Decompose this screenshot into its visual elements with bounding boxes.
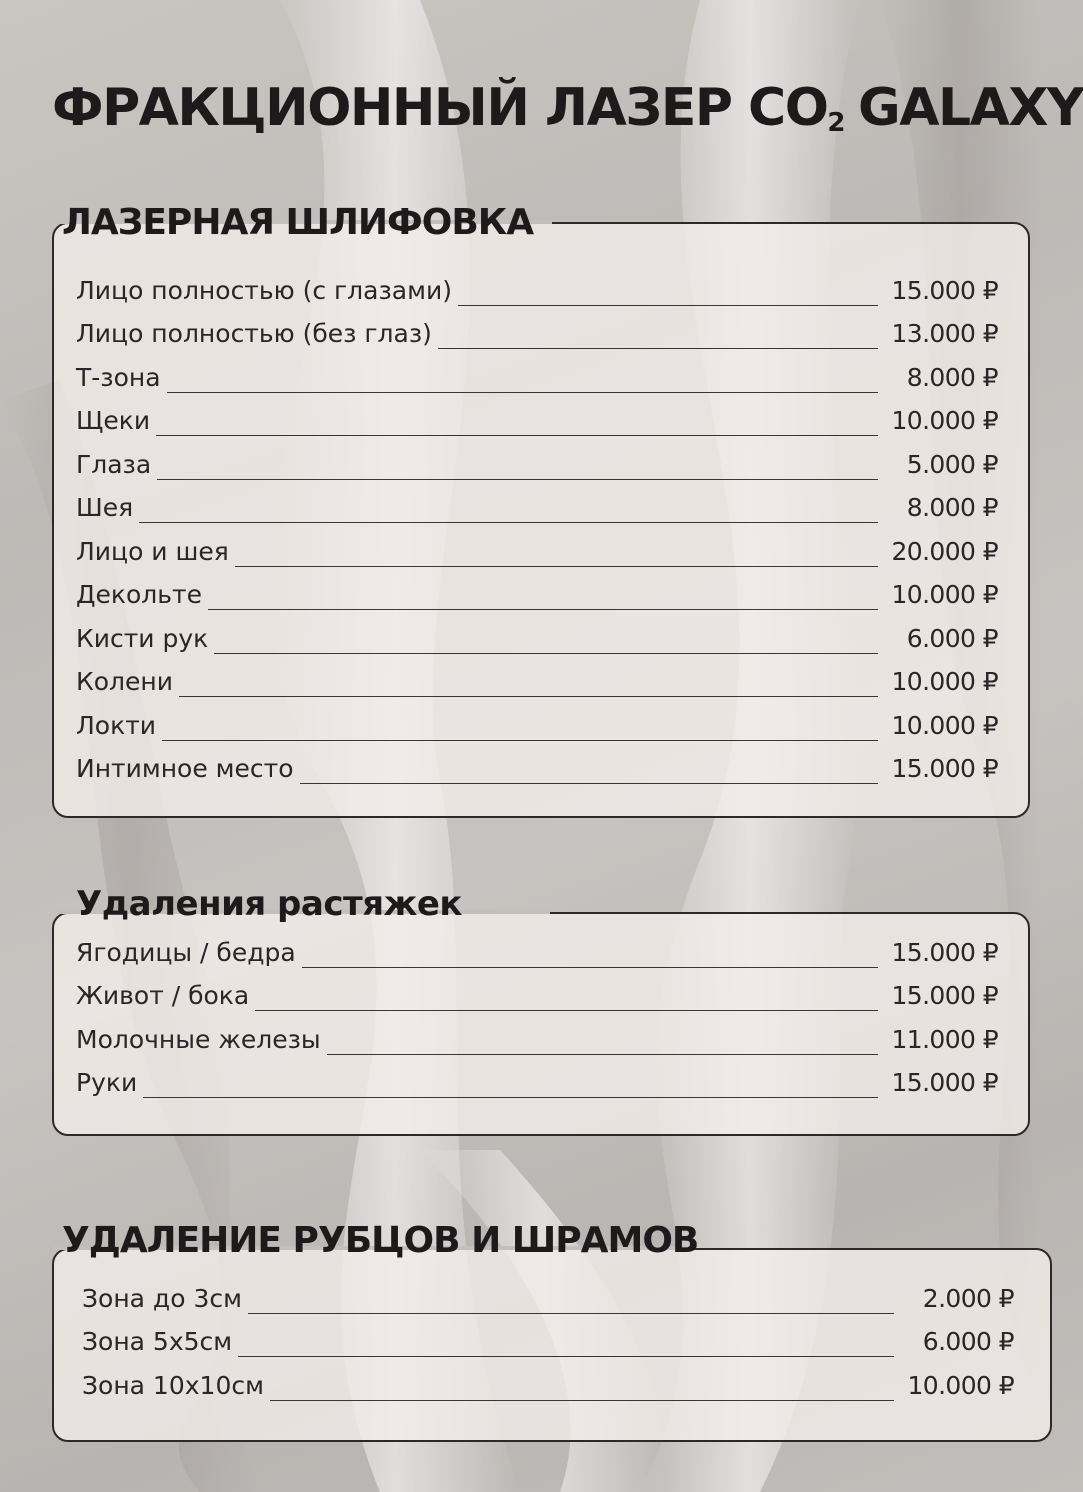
item-label: Живот / бока xyxy=(76,981,250,1010)
leader-line xyxy=(157,478,878,480)
item-price: 6.000 ₽ xyxy=(922,1327,1014,1356)
item-label: Шея xyxy=(76,493,134,522)
leader-line xyxy=(143,1096,878,1098)
item-label: Руки xyxy=(76,1068,138,1097)
item-label: Лицо полностью (с глазами) xyxy=(76,275,452,305)
price-row xyxy=(76,268,998,312)
item-price: 15.000 ₽ xyxy=(891,981,998,1010)
leader-line xyxy=(270,1399,894,1401)
price-row xyxy=(76,930,998,974)
item-label: Зона 5x5см xyxy=(82,1327,233,1356)
item-price: 10.000 ₽ xyxy=(891,406,998,435)
item-price: 8.000 ₽ xyxy=(906,493,998,522)
item-label: Интимное место xyxy=(76,754,294,783)
leader-line xyxy=(162,739,878,741)
leader-line xyxy=(238,1355,894,1357)
item-label: Т-зона xyxy=(76,362,161,392)
leader-line xyxy=(167,391,878,393)
item-price: 6.000 ₽ xyxy=(906,623,998,653)
page-title xyxy=(52,78,1083,138)
item-price: 15.000 ₽ xyxy=(891,937,998,967)
leader-line xyxy=(214,652,878,654)
price-row xyxy=(76,1017,998,1061)
item-price: 5.000 ₽ xyxy=(906,449,998,479)
item-price: 10.000 ₽ xyxy=(891,580,998,609)
item-label: Зона до 3см xyxy=(82,1283,242,1313)
title-subscript: 2 xyxy=(827,108,845,138)
item-label: Колени xyxy=(76,667,173,696)
item-price: 13.000 ₽ xyxy=(891,319,998,348)
item-label: Молочные железы xyxy=(76,1024,321,1054)
price-row xyxy=(76,616,998,660)
item-label: Щеки xyxy=(76,406,151,435)
price-row xyxy=(76,703,998,747)
price-row xyxy=(82,1276,1014,1320)
leader-line xyxy=(255,1009,878,1011)
leader-line xyxy=(302,966,878,968)
item-label: Зона 10x10см xyxy=(82,1370,264,1400)
item-label: Локти xyxy=(76,710,157,740)
leader-line xyxy=(300,782,878,784)
title-suffix: GALAXY xyxy=(858,78,1083,138)
section-heading: ЛАЗЕРНАЯ ШЛИФОВКА xyxy=(62,202,534,243)
item-price: 2.000 ₽ xyxy=(922,1283,1014,1313)
price-row xyxy=(76,486,998,530)
item-price: 10.000 ₽ xyxy=(891,710,998,740)
price-list xyxy=(76,930,998,1104)
leader-line xyxy=(139,521,878,523)
leader-line xyxy=(438,347,878,349)
item-price: 15.000 ₽ xyxy=(891,275,998,305)
price-row xyxy=(82,1320,1014,1364)
section-heading: УДАЛЕНИЕ РУБЦОВ И ШРАМОВ xyxy=(62,1220,699,1261)
price-row xyxy=(76,442,998,486)
section-heading: Удаления растяжек xyxy=(76,884,463,924)
item-price: 15.000 ₽ xyxy=(891,1068,998,1097)
item-price: 8.000 ₽ xyxy=(906,362,998,392)
price-row xyxy=(76,573,998,617)
price-row xyxy=(76,1061,998,1105)
price-list xyxy=(82,1276,1014,1407)
item-label: Лицо полностью (без глаз) xyxy=(76,319,432,348)
price-row xyxy=(76,399,998,443)
leader-line xyxy=(235,565,878,567)
leader-line xyxy=(327,1053,878,1055)
leader-line xyxy=(458,304,878,306)
item-price: 20.000 ₽ xyxy=(891,536,998,566)
price-row xyxy=(76,312,998,356)
item-label: Кисти рук xyxy=(76,623,209,653)
item-price: 15.000 ₽ xyxy=(891,754,998,783)
title-main: ФРАКЦИОННЫЙ ЛАЗЕР CO xyxy=(52,78,828,138)
item-label: Ягодицы / бедра xyxy=(76,937,296,967)
price-row xyxy=(76,529,998,573)
item-label: Глаза xyxy=(76,449,152,479)
item-label: Декольте xyxy=(76,580,202,609)
price-list xyxy=(76,268,998,790)
price-row xyxy=(76,974,998,1018)
leader-line xyxy=(179,695,878,697)
item-label: Лицо и шея xyxy=(76,536,229,566)
price-row xyxy=(76,747,998,791)
item-price: 10.000 ₽ xyxy=(891,667,998,696)
price-row xyxy=(76,355,998,399)
leader-line xyxy=(156,434,878,436)
leader-line xyxy=(208,608,878,610)
item-price: 11.000 ₽ xyxy=(891,1024,998,1054)
price-row xyxy=(76,660,998,704)
price-row xyxy=(82,1363,1014,1407)
item-price: 10.000 ₽ xyxy=(907,1370,1014,1400)
leader-line xyxy=(248,1312,894,1314)
